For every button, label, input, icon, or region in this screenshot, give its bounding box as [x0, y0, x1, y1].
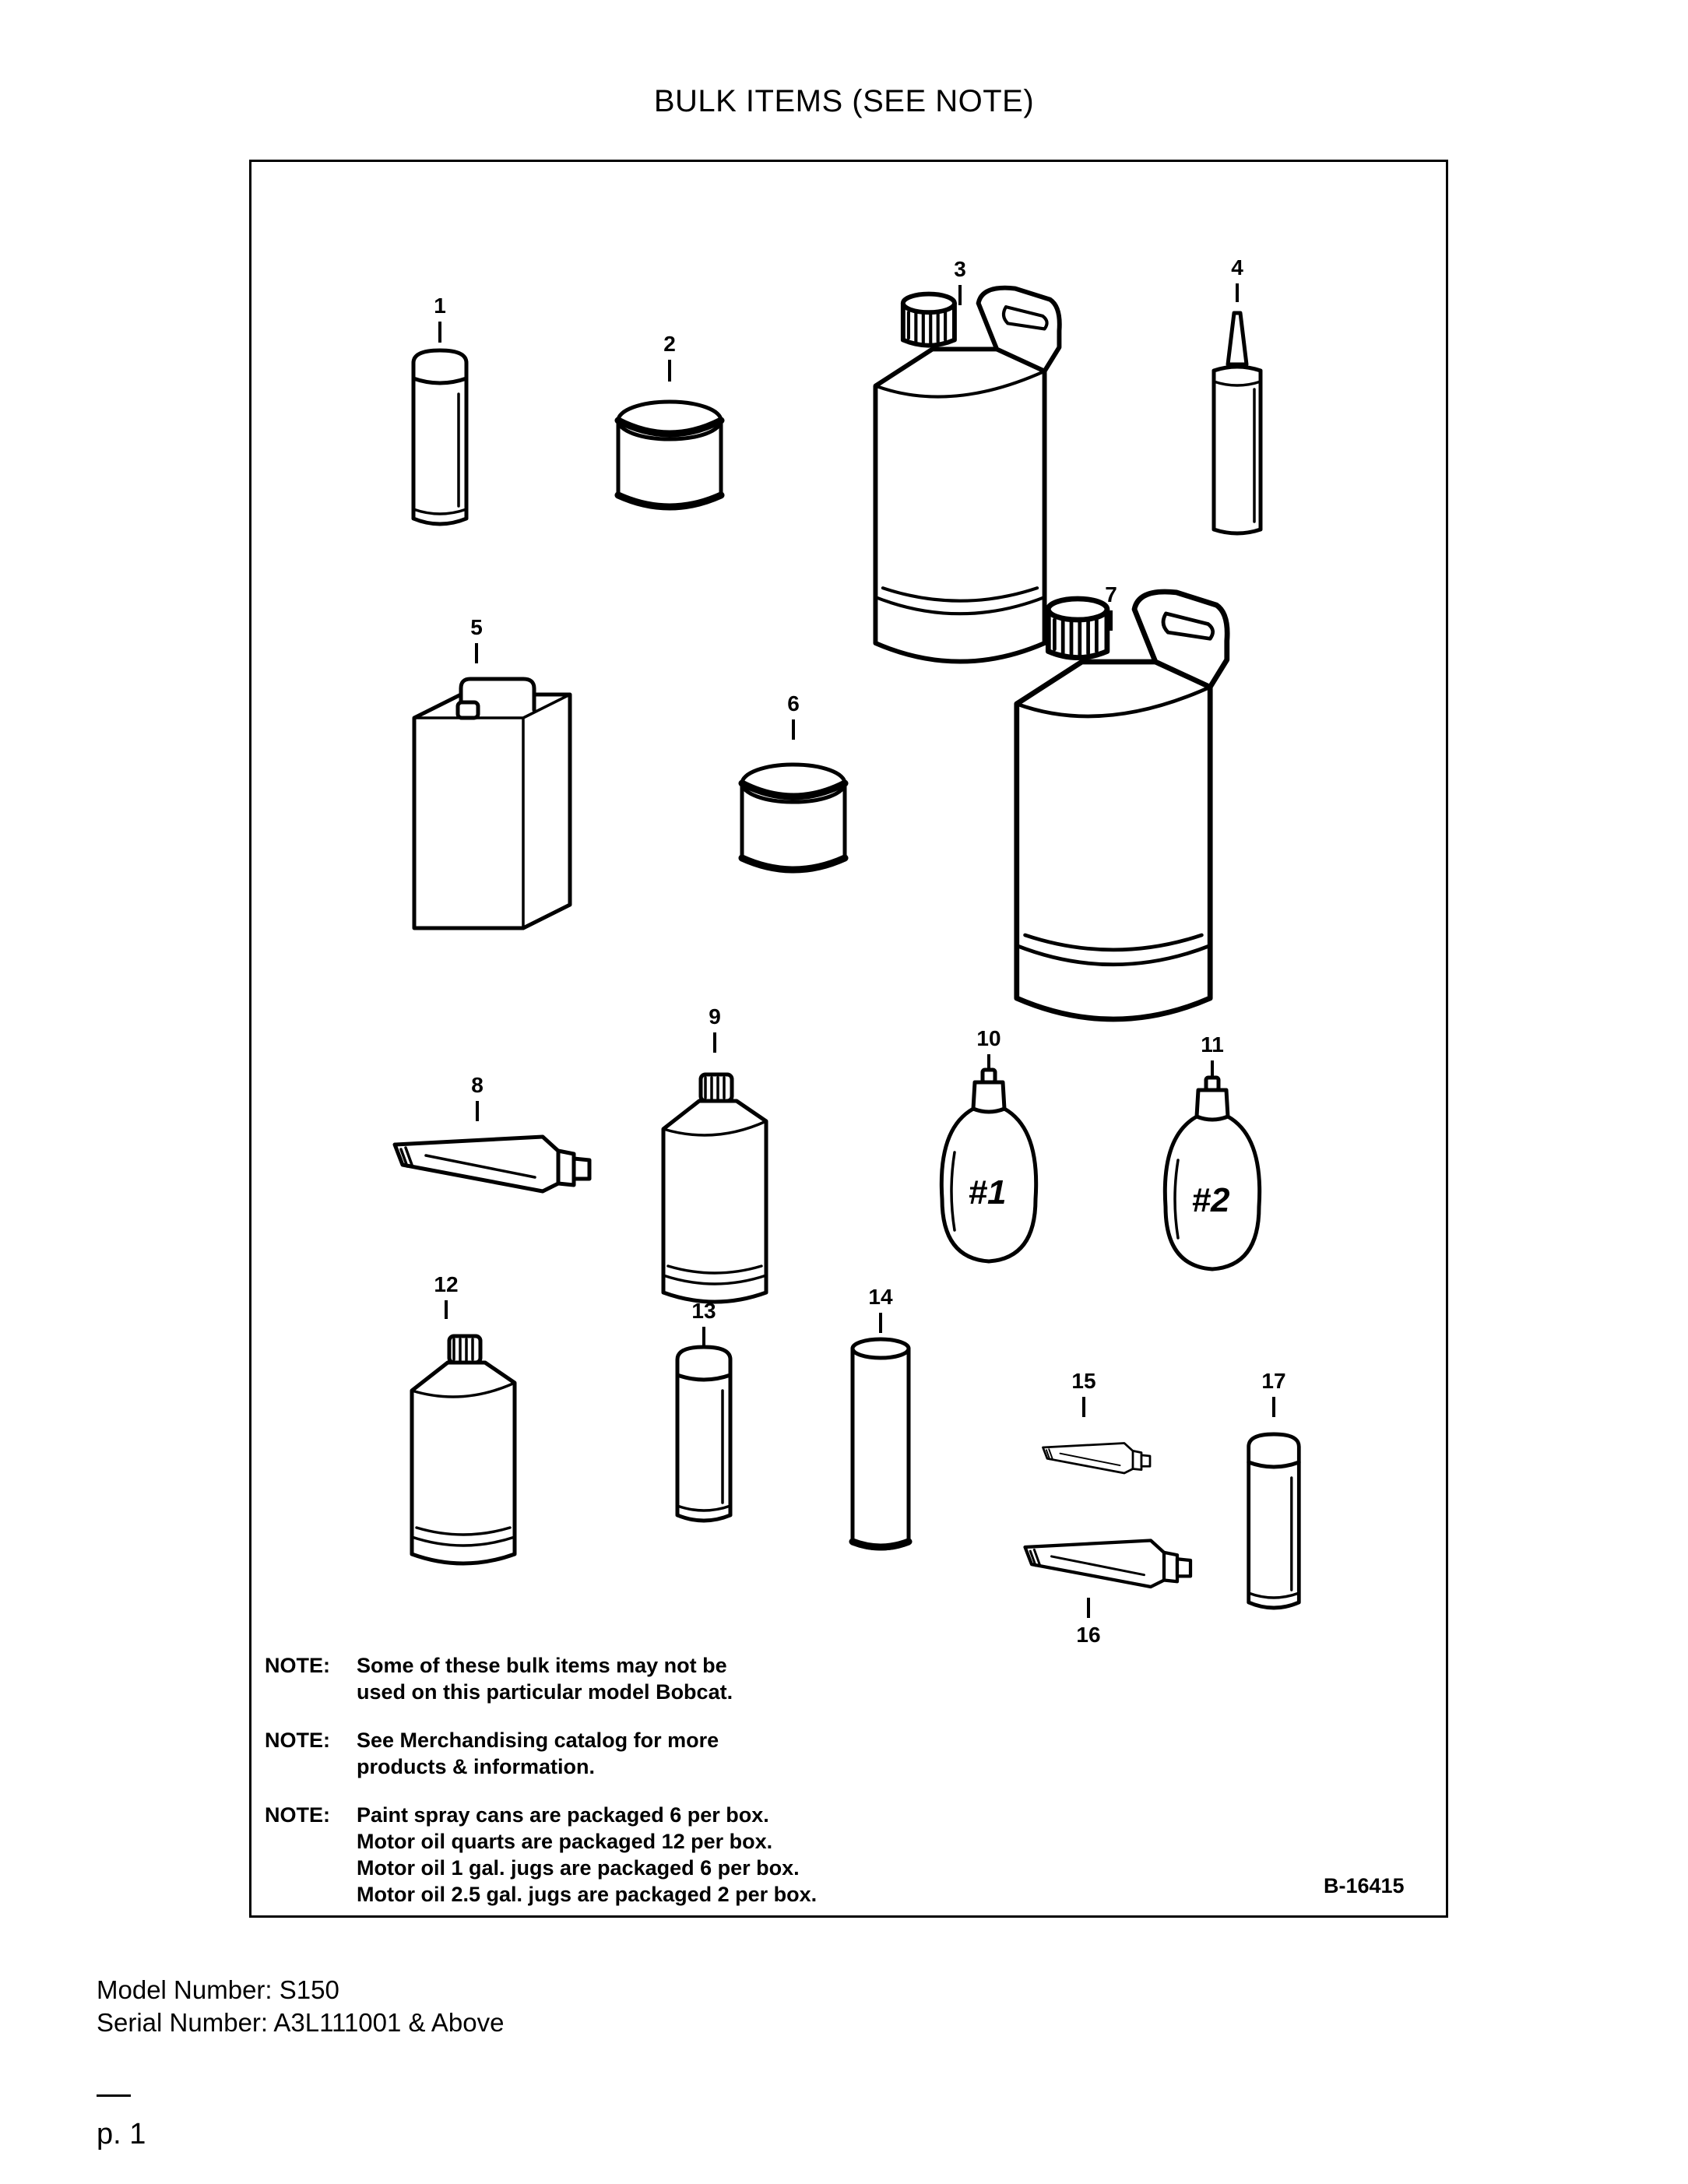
item-number: 14: [868, 1285, 893, 1309]
footer-divider: [97, 2094, 131, 2097]
spray-can-icon: [413, 350, 466, 524]
note-label: NOTE:: [265, 1803, 330, 1827]
spray-can-icon: [1249, 1434, 1299, 1608]
note-line: See Merchandising catalog for more: [357, 1729, 719, 1752]
bottle-marking: #2: [1191, 1181, 1230, 1219]
item-number: 16: [1076, 1623, 1101, 1647]
model-number: Model Number: S150: [97, 1975, 339, 2004]
note: [265, 1802, 817, 1908]
item-number: 4: [1231, 255, 1243, 280]
item-number: 8: [471, 1073, 484, 1097]
note-label: NOTE:: [265, 1654, 330, 1677]
item-number: 10: [976, 1026, 1001, 1050]
item-number: 6: [787, 691, 800, 716]
item-number: 13: [691, 1299, 716, 1323]
page-title: BULK ITEMS (SEE NOTE): [653, 84, 1035, 118]
tube-icon: [1025, 1541, 1191, 1588]
jug-icon: [1017, 592, 1227, 1019]
note: [265, 1727, 817, 1780]
item-number: 7: [1105, 582, 1117, 607]
note-line: Motor oil 2.5 gal. jugs are packaged 2 per box.: [357, 1883, 818, 1906]
serial-number: Serial Number: A3L111001 & Above: [97, 2008, 505, 2037]
notes-block: [265, 1652, 817, 1929]
item-number: 17: [1261, 1369, 1286, 1393]
item-number: 1: [434, 294, 446, 318]
squeeze-bottle-icon: [941, 1070, 1036, 1261]
item-number: 9: [709, 1004, 721, 1029]
note-line: Some of these bulk items may not be: [357, 1654, 727, 1677]
item-number: 2: [663, 332, 676, 356]
note-line: Motor oil 1 gal. jugs are packaged 6 per box.: [357, 1856, 800, 1880]
spray-can-icon: [677, 1347, 730, 1521]
model-info: [97, 1974, 504, 2039]
note: [265, 1652, 817, 1705]
item-number: 5: [470, 615, 483, 639]
open-can-icon: [742, 765, 845, 870]
item-number: 11: [1201, 1032, 1224, 1057]
squeeze-bottle-icon: [1165, 1078, 1259, 1269]
bottle-marking: #1: [968, 1173, 1007, 1212]
note-line: Motor oil quarts are packaged 12 per box.: [357, 1830, 773, 1853]
quart-bottle-icon: [412, 1336, 515, 1563]
page-number: p. 1: [97, 2118, 146, 2151]
grease-cartridge-icon: [853, 1339, 909, 1549]
figure-id: B-16415: [1324, 1874, 1405, 1897]
note-line: used on this particular model Bobcat.: [357, 1680, 733, 1704]
note-label: NOTE:: [265, 1729, 330, 1752]
metal-can-icon: [414, 679, 570, 928]
note-line: Paint spray cans are packaged 6 per box.: [357, 1803, 769, 1827]
tube-icon: [395, 1137, 589, 1191]
caulk-tube-icon: [1214, 313, 1261, 533]
quart-bottle-icon: [663, 1074, 766, 1302]
item-number: 15: [1071, 1369, 1096, 1393]
item-number: 12: [434, 1272, 459, 1296]
note-line: products & information.: [357, 1755, 595, 1778]
jug-icon: [875, 288, 1059, 662]
item-number: 3: [954, 257, 966, 281]
tube-icon: [1043, 1444, 1151, 1474]
open-can-icon: [618, 402, 721, 507]
